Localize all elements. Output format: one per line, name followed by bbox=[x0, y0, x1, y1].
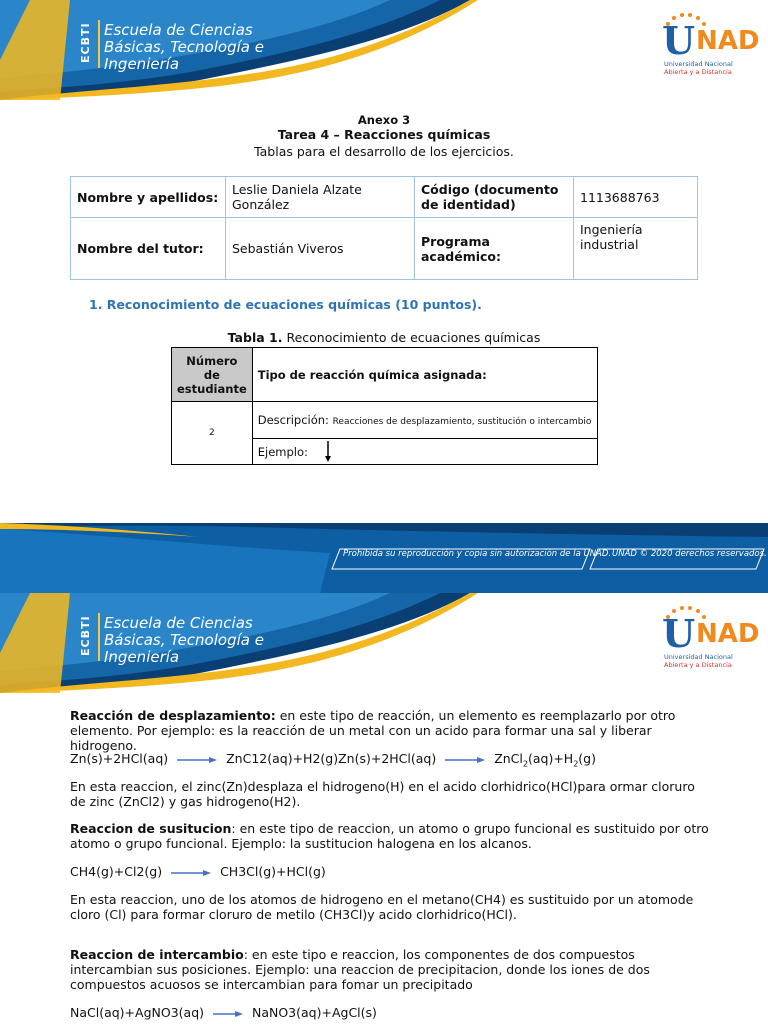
task-subtitle: Tablas para el desarrollo de los ejercicios. bbox=[254, 144, 514, 159]
logo-subtitle-2: Abierta y a Distancia bbox=[664, 661, 732, 669]
exchange-text: : en este tipo e reaccion, los componentes de dos compuestos intercambian sus posiciones. Ejemplo: una reaccion de precipitacion, donde los iones de dos compuestos acuosos se intercambian para fomar un precipitado bbox=[70, 947, 650, 992]
eq1-product-b: (aq)+H bbox=[527, 751, 574, 766]
code-label: Código (documento de identidad) bbox=[415, 177, 574, 218]
tutor-label: Nombre del tutor: bbox=[71, 218, 226, 280]
school-name bbox=[104, 615, 264, 666]
footer-copyright: UNAD © 2020 derechos reservados. bbox=[612, 549, 767, 559]
example-label: Ejemplo: bbox=[257, 444, 308, 459]
logo-subtitle-1: Universidad Nacional bbox=[664, 653, 733, 661]
down-arrow-icon bbox=[324, 441, 332, 463]
reaction-arrow-icon bbox=[169, 869, 213, 877]
exchange-heading: Reaccion de intercambio bbox=[70, 947, 244, 962]
school-line-2: Básicas, Tecnología e bbox=[104, 631, 264, 649]
table-caption-text: Reconocimiento de ecuaciones químicas bbox=[282, 330, 541, 345]
program-label: Programa académico: bbox=[415, 218, 574, 280]
section-title: 1. Reconocimiento de ecuaciones químicas (10 puntos). bbox=[89, 297, 482, 312]
eq1-product-c: (g) bbox=[578, 751, 596, 766]
table-caption-number: Tabla 1. bbox=[227, 330, 283, 345]
zinc-explanation: En esta reaccion, el zinc(Zn)desplaza el hidrogeno(H) en el acido clorhidrico(HCl)para ormar cloruro de zinc (ZnCl2) y gas hidrogeno(H2). bbox=[70, 779, 695, 809]
school-line-1: Escuela de Ciencias bbox=[104, 614, 253, 632]
eq1-sub-2: 2 bbox=[573, 759, 579, 769]
logo-u: U bbox=[662, 18, 696, 63]
logo-u: U bbox=[662, 611, 696, 656]
ecbti-tag: ECBTI bbox=[79, 22, 92, 64]
equation-1 bbox=[70, 751, 596, 769]
reaction-arrow-icon bbox=[175, 756, 219, 764]
name-value: Leslie Daniela Alzate González bbox=[226, 177, 415, 218]
eq2-reactants: CH4(g)+Cl2(g) bbox=[70, 864, 163, 879]
reaction-type-header: Tipo de reacción química asignada: bbox=[252, 348, 597, 402]
description-value: Reacciones de desplazamiento, sustitución o intercambio bbox=[332, 417, 592, 427]
table-caption bbox=[0, 330, 768, 345]
eq1-product-a: ZnCl bbox=[494, 751, 523, 766]
school-line-1: Escuela de Ciencias bbox=[104, 21, 253, 39]
student-number-value: 2 bbox=[172, 402, 253, 465]
unad-logo bbox=[658, 605, 758, 675]
ecbti-divider bbox=[98, 20, 100, 68]
page-header-1 bbox=[0, 0, 768, 100]
unad-logo bbox=[658, 12, 758, 82]
code-value: 1113688763 bbox=[574, 177, 698, 218]
logo-subtitle-2: Abierta y a Distancia bbox=[664, 68, 732, 76]
eq1-middle: ZnC12(aq)+H2(g)Zn(s)+2HCl(aq) bbox=[226, 751, 437, 766]
description-cell bbox=[252, 402, 597, 439]
eq1-sub-1: 2 bbox=[522, 759, 528, 769]
displacement-paragraph bbox=[70, 708, 710, 753]
logo-subtitle-1: Universidad Nacional bbox=[664, 60, 733, 68]
reaction-arrow-icon bbox=[211, 1010, 245, 1018]
logo-nad: NAD bbox=[696, 619, 760, 649]
student-info-table bbox=[70, 176, 698, 280]
tutor-value: Sebastián Viveros bbox=[226, 218, 415, 280]
equation-2 bbox=[70, 864, 326, 879]
eq1-products bbox=[494, 751, 596, 769]
reaction-table bbox=[171, 347, 598, 465]
ecbti-tag: ECBTI bbox=[79, 615, 92, 657]
page-header-2 bbox=[0, 593, 768, 693]
annex-label: Anexo 3 bbox=[357, 113, 411, 127]
eq1-reactants: Zn(s)+2HCl(aq) bbox=[70, 751, 169, 766]
name-label: Nombre y apellidos: bbox=[71, 177, 226, 218]
substitution-heading: Reaccion de susitucion bbox=[70, 821, 232, 836]
program-value: Ingeniería industrial bbox=[574, 218, 698, 280]
example-cell bbox=[252, 439, 597, 465]
equation-3 bbox=[70, 1005, 377, 1020]
methane-explanation: En esta reaccion, uno de los atomos de hidrogeno en el metano(CH4) es sustituido por un atomode cloro (Cl) para formar cloruro de metilo (CH3Cl)y acido clorhidrico(HCl). bbox=[70, 892, 694, 922]
school-line-3: Ingeniería bbox=[104, 55, 180, 73]
task-title: Tarea 4 – Reacciones químicas bbox=[277, 127, 491, 142]
school-name bbox=[104, 22, 264, 73]
logo-nad: NAD bbox=[696, 26, 760, 56]
ecbti-divider bbox=[98, 613, 100, 661]
displacement-heading: Reacción de desplazamiento: bbox=[70, 708, 276, 723]
eq3-products: NaNO3(aq)+AgCl(s) bbox=[251, 1005, 377, 1020]
eq2-products: CH3Cl(g)+HCl(g) bbox=[220, 864, 326, 879]
school-line-2: Básicas, Tecnología e bbox=[104, 38, 264, 56]
reaction-arrow-icon bbox=[443, 756, 487, 764]
substitution-text: : en este tipo de reaccion, un atomo o grupo funcional es sustituido por otro atomo o grupo funcional. Ejemplo: la sustitucion halogena en los alcanos. bbox=[70, 821, 709, 851]
school-line-3: Ingeniería bbox=[104, 648, 180, 666]
displacement-text: en este tipo de reacción, un elemento es reemplazarlo por otro elemento. Por ejemplo: es la reacción de un metal con un acido para formar una sal y liberar hidrogeno. bbox=[70, 708, 676, 753]
exchange-paragraph bbox=[70, 947, 710, 992]
footer-notice: Prohibida su reproducción y copia sin autorización de la UNAD. bbox=[343, 549, 612, 559]
eq3-reactants: NaCl(aq)+AgNO3(aq) bbox=[70, 1005, 205, 1020]
description-label: Descripción: bbox=[257, 413, 329, 427]
substitution-paragraph bbox=[70, 821, 710, 851]
student-number-header: Número de estudiante bbox=[172, 348, 253, 402]
page-footer bbox=[0, 523, 768, 593]
